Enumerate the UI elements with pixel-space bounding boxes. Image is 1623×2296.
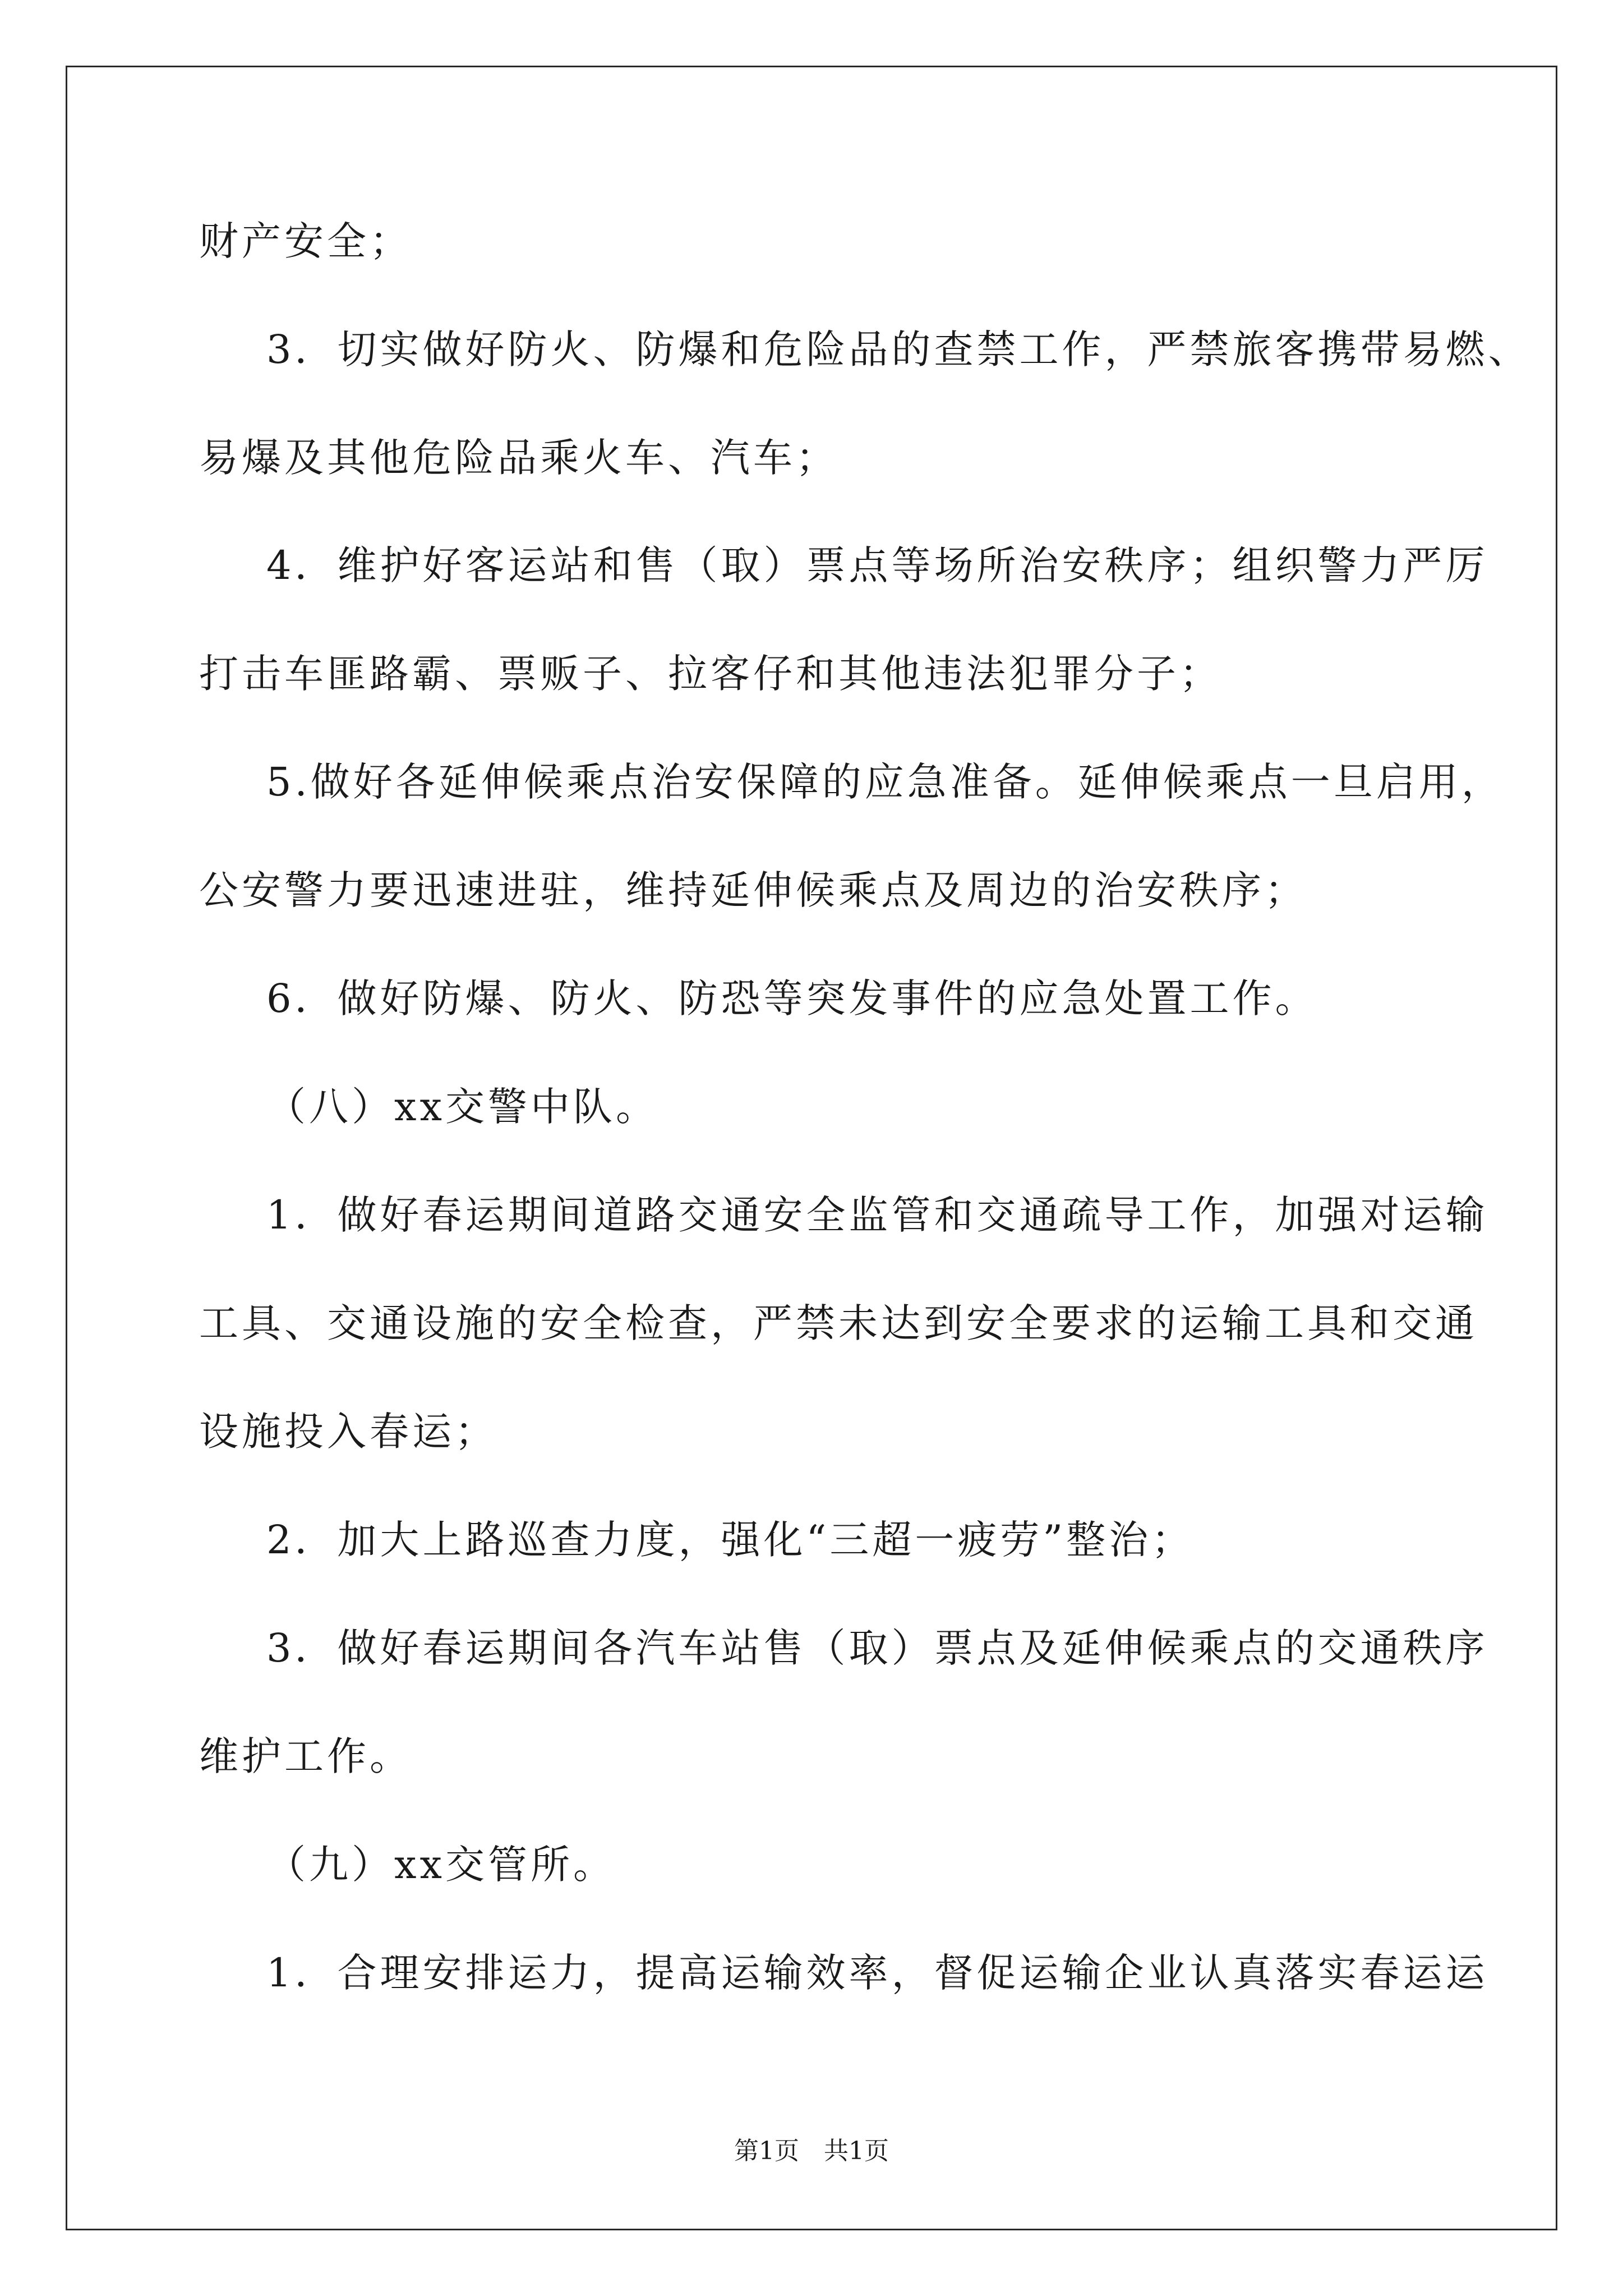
page-border	[66, 66, 1557, 2230]
text-line: 6．做好防爆、防火、防恐等突发事件的应急处置工作。	[266, 976, 1318, 1022]
text-line: 打击车匪路霸、票贩子、拉客仔和其他违法犯罪分子；	[199, 651, 1222, 697]
text-line: 1．合理安排运力，提高运输效率，督促运输企业认真落实春运运	[266, 1950, 1488, 1996]
text-line: 3．切实做好防火、防爆和危险品的查禁工作，严禁旅客携带易燃、	[266, 326, 1531, 372]
text-line: 维护工作。	[199, 1733, 412, 1779]
text-line: 2．加大上路巡查力度，强化“三超一疲劳”整治；	[266, 1517, 1195, 1563]
section-heading: （九）xx交管所。	[266, 1842, 616, 1888]
text-line: 设施投入春运；	[199, 1409, 497, 1455]
text-line: 工具、交通设施的安全检查，严禁未达到安全要求的运输工具和交通	[199, 1300, 1478, 1346]
text-line: 公安警力要迅速进驻，维持延伸候乘点及周边的治安秩序；	[199, 867, 1307, 913]
text-line: 易爆及其他危险品乘火车、汽车；	[199, 435, 838, 481]
text-line: 1．做好春运期间道路交通安全监管和交通疏导工作，加强对运输	[266, 1192, 1488, 1238]
text-line: 4．维护好客运站和售（取）票点等场所治安秩序；组织警力严厉	[266, 542, 1488, 588]
page-footer: 第1页 共1页	[734, 2137, 889, 2165]
text-line: 3．做好春运期间各汽车站售（取）票点及延伸候乘点的交通秩序	[266, 1625, 1488, 1671]
text-line: 财产安全；	[199, 218, 412, 264]
section-heading: （八）xx交警中队。	[266, 1084, 658, 1130]
text-line: 5.做好各延伸候乘点治安保障的应急准备。延伸候乘点一旦启用，	[266, 759, 1504, 805]
